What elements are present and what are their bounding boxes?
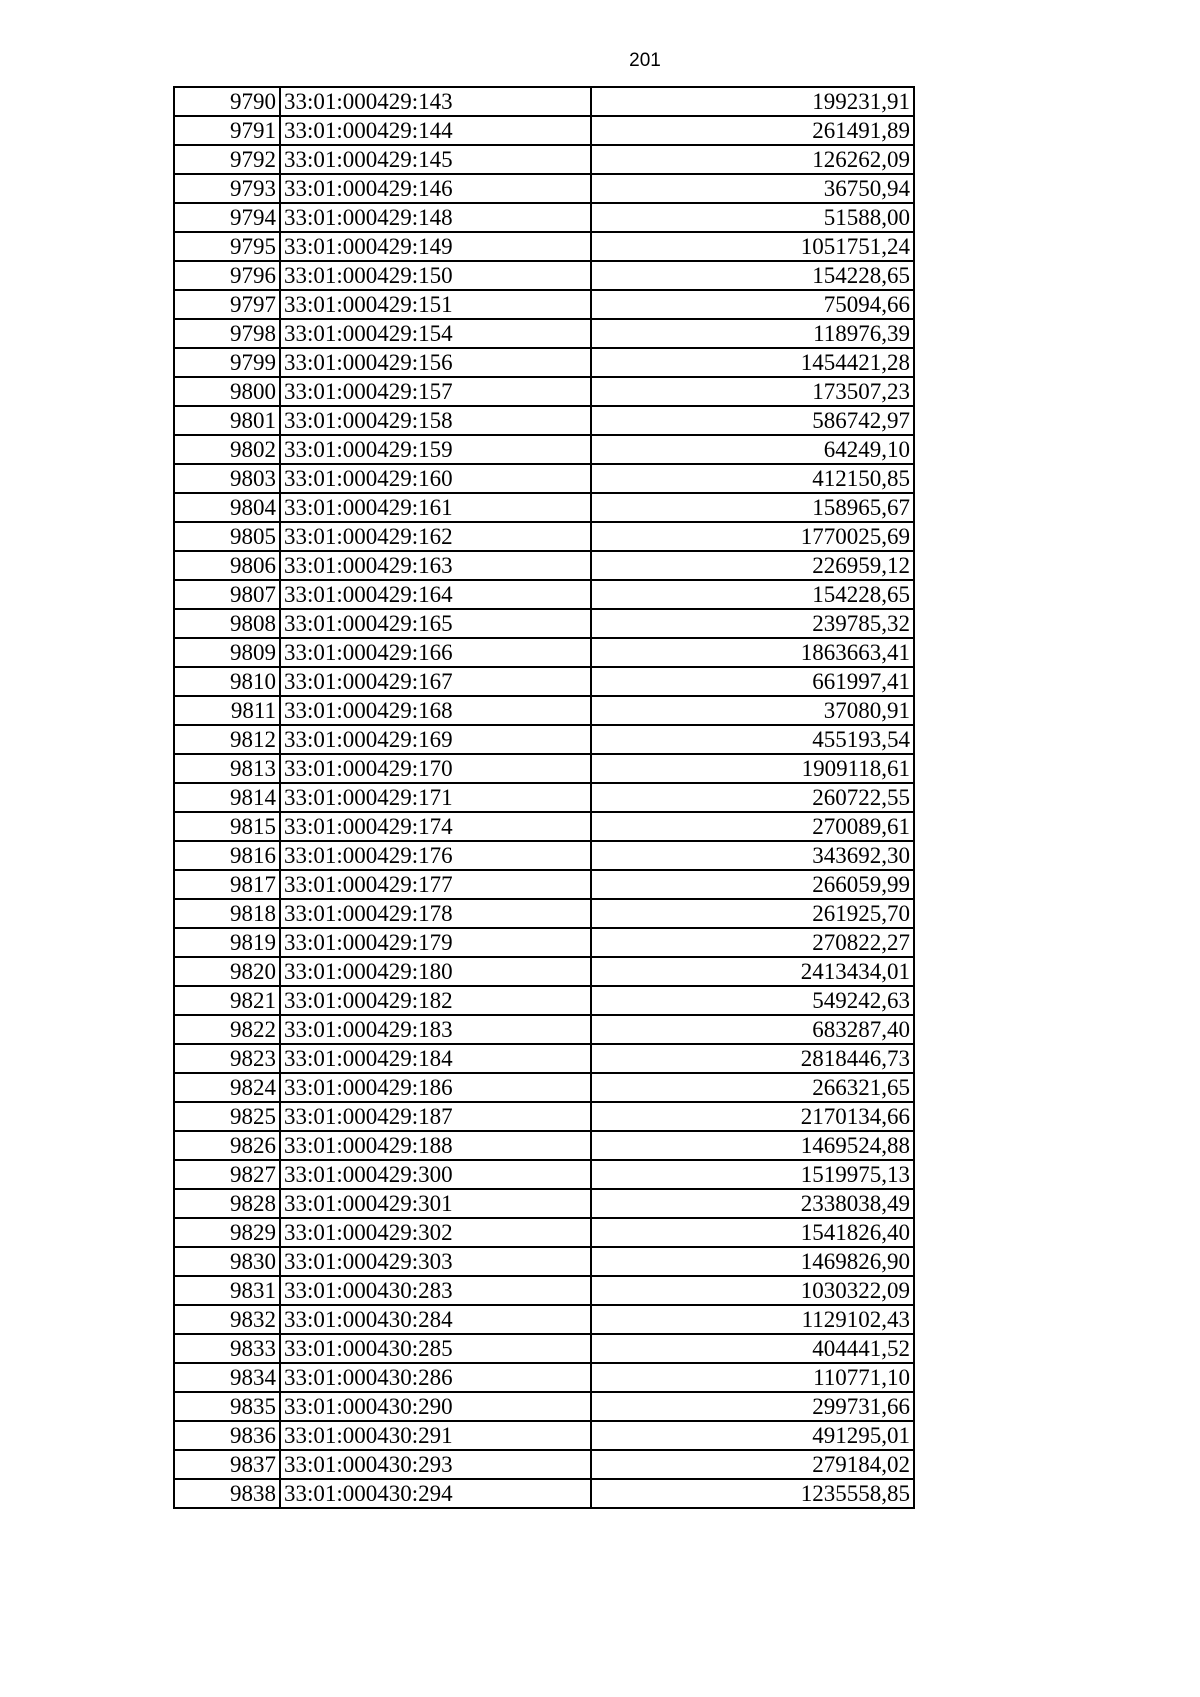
registry-table-body [174, 87, 914, 1508]
row-number-cell: 9796 [174, 261, 280, 290]
cadastral-number-cell: 33:01:000429:179 [280, 928, 591, 957]
row-number-cell: 9803 [174, 464, 280, 493]
row-number-cell: 9799 [174, 348, 280, 377]
cadastral-number-cell: 33:01:000429:177 [280, 870, 591, 899]
table-row [174, 870, 914, 899]
table-row [174, 493, 914, 522]
table-row [174, 1392, 914, 1421]
row-number-cell: 9792 [174, 145, 280, 174]
value-cell: 412150,85 [591, 464, 914, 493]
cadastral-number-cell: 33:01:000429:157 [280, 377, 591, 406]
table-row [174, 232, 914, 261]
value-cell: 1030322,09 [591, 1276, 914, 1305]
table-row [174, 667, 914, 696]
table-row [174, 319, 914, 348]
value-cell: 586742,97 [591, 406, 914, 435]
cadastral-number-cell: 33:01:000430:291 [280, 1421, 591, 1450]
value-cell: 299731,66 [591, 1392, 914, 1421]
table-row [174, 609, 914, 638]
row-number-cell: 9831 [174, 1276, 280, 1305]
table-row [174, 1363, 914, 1392]
table-row [174, 203, 914, 232]
cadastral-number-cell: 33:01:000430:286 [280, 1363, 591, 1392]
table-row [174, 1479, 914, 1508]
row-number-cell: 9816 [174, 841, 280, 870]
table-row [174, 754, 914, 783]
row-number-cell: 9830 [174, 1247, 280, 1276]
table-row [174, 1131, 914, 1160]
row-number-cell: 9795 [174, 232, 280, 261]
cadastral-number-cell: 33:01:000429:300 [280, 1160, 591, 1189]
table-row [174, 1102, 914, 1131]
value-cell: 154228,65 [591, 580, 914, 609]
value-cell: 226959,12 [591, 551, 914, 580]
value-cell: 75094,66 [591, 290, 914, 319]
cadastral-number-cell: 33:01:000429:162 [280, 522, 591, 551]
cadastral-number-cell: 33:01:000429:164 [280, 580, 591, 609]
cadastral-number-cell: 33:01:000429:183 [280, 1015, 591, 1044]
table-row [174, 580, 914, 609]
table-row [174, 696, 914, 725]
value-cell: 118976,39 [591, 319, 914, 348]
value-cell: 261925,70 [591, 899, 914, 928]
row-number-cell: 9835 [174, 1392, 280, 1421]
value-cell: 455193,54 [591, 725, 914, 754]
value-cell: 1469826,90 [591, 1247, 914, 1276]
cadastral-number-cell: 33:01:000429:303 [280, 1247, 591, 1276]
cadastral-number-cell: 33:01:000429:169 [280, 725, 591, 754]
row-number-cell: 9829 [174, 1218, 280, 1247]
table-row [174, 1305, 914, 1334]
value-cell: 549242,63 [591, 986, 914, 1015]
row-number-cell: 9794 [174, 203, 280, 232]
cadastral-number-cell: 33:01:000429:167 [280, 667, 591, 696]
row-number-cell: 9836 [174, 1421, 280, 1450]
table-row [174, 986, 914, 1015]
table-row [174, 1247, 914, 1276]
value-cell: 1863663,41 [591, 638, 914, 667]
value-cell: 126262,09 [591, 145, 914, 174]
table-row [174, 1450, 914, 1479]
value-cell: 270822,27 [591, 928, 914, 957]
value-cell: 1454421,28 [591, 348, 914, 377]
table-row [174, 725, 914, 754]
cadastral-number-cell: 33:01:000429:149 [280, 232, 591, 261]
cadastral-number-cell: 33:01:000429:161 [280, 493, 591, 522]
row-number-cell: 9807 [174, 580, 280, 609]
cadastral-number-cell: 33:01:000430:283 [280, 1276, 591, 1305]
row-number-cell: 9834 [174, 1363, 280, 1392]
registry-table [173, 86, 915, 1509]
table-row [174, 145, 914, 174]
table-row [174, 406, 914, 435]
row-number-cell: 9825 [174, 1102, 280, 1131]
row-number-cell: 9805 [174, 522, 280, 551]
value-cell: 404441,52 [591, 1334, 914, 1363]
table-row [174, 1044, 914, 1073]
table-row [174, 290, 914, 319]
value-cell: 64249,10 [591, 435, 914, 464]
cadastral-number-cell: 33:01:000429:148 [280, 203, 591, 232]
table-row [174, 1334, 914, 1363]
cadastral-number-cell: 33:01:000429:154 [280, 319, 591, 348]
cadastral-number-cell: 33:01:000429:188 [280, 1131, 591, 1160]
table-row [174, 1073, 914, 1102]
row-number-cell: 9804 [174, 493, 280, 522]
row-number-cell: 9832 [174, 1305, 280, 1334]
table-row [174, 899, 914, 928]
table-row [174, 174, 914, 203]
row-number-cell: 9828 [174, 1189, 280, 1218]
table-row [174, 377, 914, 406]
value-cell: 158965,67 [591, 493, 914, 522]
value-cell: 2818446,73 [591, 1044, 914, 1073]
value-cell: 173507,23 [591, 377, 914, 406]
row-number-cell: 9838 [174, 1479, 280, 1508]
value-cell: 1129102,43 [591, 1305, 914, 1334]
value-cell: 1541826,40 [591, 1218, 914, 1247]
cadastral-number-cell: 33:01:000430:294 [280, 1479, 591, 1508]
row-number-cell: 9806 [174, 551, 280, 580]
cadastral-number-cell: 33:01:000429:182 [280, 986, 591, 1015]
value-cell: 36750,94 [591, 174, 914, 203]
row-number-cell: 9833 [174, 1334, 280, 1363]
value-cell: 2413434,01 [591, 957, 914, 986]
cadastral-number-cell: 33:01:000429:165 [280, 609, 591, 638]
table-row [174, 812, 914, 841]
row-number-cell: 9793 [174, 174, 280, 203]
row-number-cell: 9798 [174, 319, 280, 348]
cadastral-number-cell: 33:01:000429:150 [280, 261, 591, 290]
row-number-cell: 9826 [174, 1131, 280, 1160]
cadastral-number-cell: 33:01:000430:285 [280, 1334, 591, 1363]
cadastral-number-cell: 33:01:000429:176 [280, 841, 591, 870]
value-cell: 154228,65 [591, 261, 914, 290]
row-number-cell: 9809 [174, 638, 280, 667]
cadastral-number-cell: 33:01:000429:170 [280, 754, 591, 783]
table-row [174, 1189, 914, 1218]
value-cell: 1235558,85 [591, 1479, 914, 1508]
row-number-cell: 9812 [174, 725, 280, 754]
row-number-cell: 9791 [174, 116, 280, 145]
table-row [174, 87, 914, 116]
cadastral-number-cell: 33:01:000429:186 [280, 1073, 591, 1102]
value-cell: 2338038,49 [591, 1189, 914, 1218]
table-row [174, 841, 914, 870]
table-row [174, 1218, 914, 1247]
row-number-cell: 9824 [174, 1073, 280, 1102]
cadastral-number-cell: 33:01:000429:168 [280, 696, 591, 725]
value-cell: 37080,91 [591, 696, 914, 725]
cadastral-number-cell: 33:01:000429:166 [280, 638, 591, 667]
value-cell: 343692,30 [591, 841, 914, 870]
value-cell: 110771,10 [591, 1363, 914, 1392]
value-cell: 239785,32 [591, 609, 914, 638]
page-number: 201 [629, 50, 661, 71]
table-row [174, 783, 914, 812]
value-cell: 661997,41 [591, 667, 914, 696]
cadastral-number-cell: 33:01:000430:293 [280, 1450, 591, 1479]
cadastral-number-cell: 33:01:000429:184 [280, 1044, 591, 1073]
table-row [174, 551, 914, 580]
cadastral-number-cell: 33:01:000429:187 [280, 1102, 591, 1131]
value-cell: 266059,99 [591, 870, 914, 899]
row-number-cell: 9819 [174, 928, 280, 957]
row-number-cell: 9817 [174, 870, 280, 899]
value-cell: 1519975,13 [591, 1160, 914, 1189]
row-number-cell: 9800 [174, 377, 280, 406]
table-row [174, 1421, 914, 1450]
row-number-cell: 9801 [174, 406, 280, 435]
row-number-cell: 9821 [174, 986, 280, 1015]
table-row [174, 1160, 914, 1189]
cadastral-number-cell: 33:01:000430:290 [280, 1392, 591, 1421]
row-number-cell: 9802 [174, 435, 280, 464]
table-row [174, 261, 914, 290]
cadastral-number-cell: 33:01:000429:174 [280, 812, 591, 841]
cadastral-number-cell: 33:01:000429:145 [280, 145, 591, 174]
table-row [174, 116, 914, 145]
table-row [174, 348, 914, 377]
value-cell: 683287,40 [591, 1015, 914, 1044]
cadastral-number-cell: 33:01:000429:163 [280, 551, 591, 580]
value-cell: 199231,91 [591, 87, 914, 116]
row-number-cell: 9837 [174, 1450, 280, 1479]
cadastral-number-cell: 33:01:000429:159 [280, 435, 591, 464]
row-number-cell: 9820 [174, 957, 280, 986]
cadastral-number-cell: 33:01:000429:156 [280, 348, 591, 377]
cadastral-number-cell: 33:01:000429:151 [280, 290, 591, 319]
cadastral-number-cell: 33:01:000429:180 [280, 957, 591, 986]
cadastral-number-cell: 33:01:000429:160 [280, 464, 591, 493]
value-cell: 51588,00 [591, 203, 914, 232]
value-cell: 260722,55 [591, 783, 914, 812]
row-number-cell: 9813 [174, 754, 280, 783]
value-cell: 2170134,66 [591, 1102, 914, 1131]
table-row [174, 1015, 914, 1044]
value-cell: 1909118,61 [591, 754, 914, 783]
row-number-cell: 9818 [174, 899, 280, 928]
row-number-cell: 9827 [174, 1160, 280, 1189]
row-number-cell: 9823 [174, 1044, 280, 1073]
value-cell: 279184,02 [591, 1450, 914, 1479]
row-number-cell: 9790 [174, 87, 280, 116]
value-cell: 1469524,88 [591, 1131, 914, 1160]
cadastral-number-cell: 33:01:000429:143 [280, 87, 591, 116]
value-cell: 261491,89 [591, 116, 914, 145]
cadastral-number-cell: 33:01:000429:146 [280, 174, 591, 203]
row-number-cell: 9815 [174, 812, 280, 841]
table-row [174, 638, 914, 667]
cadastral-number-cell: 33:01:000430:284 [280, 1305, 591, 1334]
cadastral-number-cell: 33:01:000429:144 [280, 116, 591, 145]
row-number-cell: 9808 [174, 609, 280, 638]
cadastral-number-cell: 33:01:000429:302 [280, 1218, 591, 1247]
table-row [174, 464, 914, 493]
value-cell: 491295,01 [591, 1421, 914, 1450]
row-number-cell: 9797 [174, 290, 280, 319]
value-cell: 266321,65 [591, 1073, 914, 1102]
row-number-cell: 9822 [174, 1015, 280, 1044]
table-row [174, 957, 914, 986]
cadastral-number-cell: 33:01:000429:158 [280, 406, 591, 435]
cadastral-number-cell: 33:01:000429:171 [280, 783, 591, 812]
value-cell: 1770025,69 [591, 522, 914, 551]
value-cell: 1051751,24 [591, 232, 914, 261]
table-row [174, 928, 914, 957]
row-number-cell: 9814 [174, 783, 280, 812]
row-number-cell: 9811 [174, 696, 280, 725]
table-row [174, 1276, 914, 1305]
value-cell: 270089,61 [591, 812, 914, 841]
table-row [174, 435, 914, 464]
cadastral-number-cell: 33:01:000429:301 [280, 1189, 591, 1218]
cadastral-number-cell: 33:01:000429:178 [280, 899, 591, 928]
table-row [174, 522, 914, 551]
row-number-cell: 9810 [174, 667, 280, 696]
